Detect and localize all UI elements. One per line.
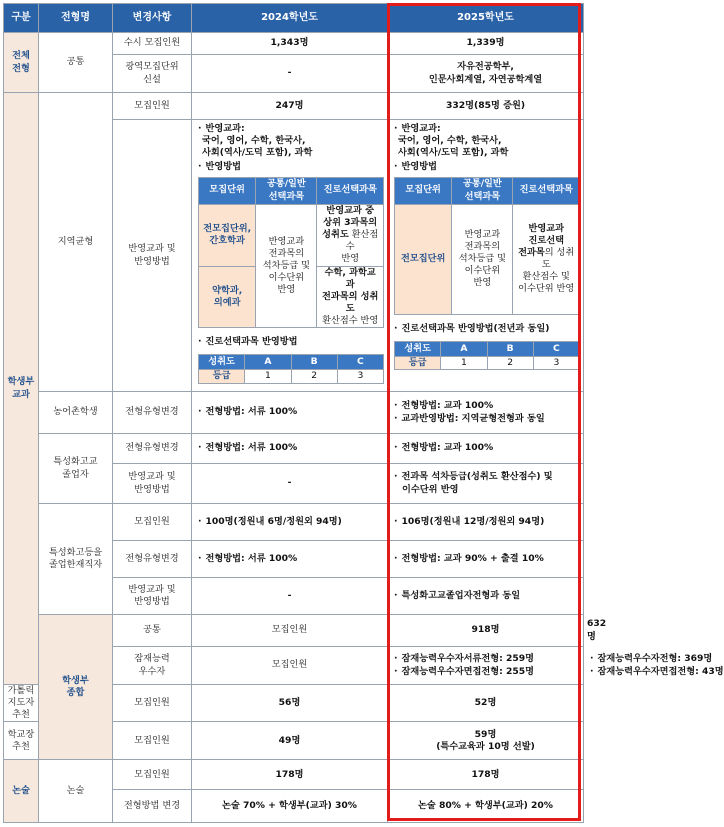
label-wide-unit: 광역모집단위 신설: [113, 55, 192, 93]
type-comp-common: 공통: [113, 615, 192, 647]
grade-a: A: [245, 355, 291, 370]
label-essay-method: 전형방법 변경: [113, 790, 192, 823]
grade-table-2025: [394, 341, 580, 370]
value-2025-special-hs-change: · 전형방법: 교과 100%: [388, 434, 584, 464]
wide-unit-line-2: 인문사회계열, 자연공학계열: [428, 73, 543, 85]
grade-c: C: [337, 355, 383, 370]
category-comprehensive: 학생부 종합: [39, 615, 113, 760]
subject-line1-2024: 국어, 영어, 수학, 한국사,: [202, 135, 306, 147]
value-2024-essay-count: 178명: [192, 760, 388, 790]
potential-2025-line-1: 잠재능력우수자전형: 369명: [597, 653, 713, 665]
value-2025-wide-unit: [388, 55, 584, 93]
career-method-2024-b: 수학, 과학교과 전과목의 성취도 환산점수 반영: [317, 266, 384, 328]
label-special-emp-change: 전형유형변경: [113, 541, 192, 578]
career-method-2025: 반영교과 진로선택 전과목의 성취도 환산점수 및 이수단위 반영: [513, 204, 580, 314]
grade-a: A: [441, 341, 487, 356]
value-2025-special-hs-method: · 전과목 석차등급(성취도 환산점수) 및 이수단위 반영: [388, 464, 584, 504]
wide-unit-line-1: 자유전공학부,: [457, 61, 514, 73]
career-note-2024: 진로선택과목 반영방법: [205, 336, 298, 348]
principal-2025-line-2: (특수교육과 10명 선발): [436, 740, 535, 752]
label-special-emp-method: 반영교과 및 반영방법: [113, 578, 192, 615]
common-method-2025: 반영교과 전과목의 석차등급 및 이수단위 반영: [452, 204, 513, 314]
regional-2024-detail: · 반영교과: 국어, 영어, 수학, 한국사, 사회(역사/도덕 포함), 과학 · 반영방법 모집단위 공통/일반 선택과목 진로선택과목 전모집단위, 간호학과 반영교과 전과목의 석차등급 및 이수단위 반영 반영교과 중 상위 3과목의 성취도 환산점수 반영 약학과, 의예과 수학, 과학교과 전과목의 성취도 환산점수 반영 · 진로선택과목 반영방법 성취도 A B C 등급 1 2 3: [192, 120, 388, 392]
mini-header-career: 진로선택과목: [513, 177, 580, 204]
subject-line1-2025: 국어, 영어, 수학, 한국사,: [398, 135, 502, 147]
method-title-2024: 반영방법: [205, 161, 242, 173]
grade-2: 2: [487, 356, 533, 369]
grade-b: B: [487, 341, 533, 356]
value-2025-essay-count: 178명: [388, 760, 584, 790]
type-special-hs: 특성화고교 졸업자: [39, 434, 113, 504]
header-type: 전형명: [39, 4, 113, 33]
label-special-hs-change: 전형유형변경: [113, 434, 192, 464]
type-common: 공통: [39, 33, 113, 93]
mini-header-common: 공통/일반 선택과목: [452, 177, 513, 204]
label-rural-change: 전형유형변경: [113, 392, 192, 434]
value-2025-principal: [388, 722, 584, 760]
grade-label: 등급: [395, 356, 441, 369]
value-2024-special-hs-method: -: [192, 464, 388, 504]
value-2024-special-emp-change: · 전형방법: 서류 100%: [192, 541, 388, 578]
grade-header: 성취도: [199, 355, 245, 370]
type-regional: 지역균형: [39, 93, 113, 392]
value-2024-essay-method: 논술 70% + 학생부(교과) 30%: [192, 790, 388, 823]
header-change: 변경사항: [113, 4, 192, 33]
type-rural: 농어촌학생: [39, 392, 113, 434]
value-2024-principal: 49명: [192, 722, 388, 760]
header-2025: 2025학년도: [388, 4, 584, 33]
label-regional-method: 반영교과 및 반영방법: [113, 120, 192, 392]
type-special-employed: 특성화고등을 졸업한재직자: [39, 504, 113, 615]
rural-2025-line-2: 교과반영방법: 지역균형전형과 동일: [401, 412, 545, 424]
mini-header-unit: 모집단위: [199, 177, 256, 204]
label-comp-common: 모집인원: [192, 615, 388, 647]
value-2025-regional-count: 332명(85명 증원): [388, 93, 584, 120]
value-2024-wide-unit: -: [192, 55, 388, 93]
grade-3: 3: [533, 356, 579, 369]
unit-pharmacy-medicine: 약학과, 의예과: [199, 266, 256, 328]
grade-table-2024: [198, 354, 384, 383]
common-method-2024: 반영교과 전과목의 석차등급 및 이수단위 반영: [256, 204, 317, 328]
grade-c: C: [533, 341, 579, 356]
type-potential: 잠재능력 우수자: [113, 647, 192, 685]
subject-line2-2025: 사회(역사/도덕 포함), 과학: [398, 147, 509, 159]
category-overall: 전체 전형: [4, 33, 39, 93]
value-2025-rural: · 전형방법: 교과 100% · 교과반영방법: 지역균형전형과 동일: [388, 392, 584, 434]
value-2024-early-count: 1,343명: [192, 33, 388, 55]
label-potential: 모집인원: [192, 647, 388, 685]
subject-title-2024: 반영교과:: [205, 123, 245, 134]
type-catholic-leader: 가톨릭지도자 추천: [4, 685, 39, 722]
special-hs-2025-line-2: 이수단위 반영: [402, 483, 459, 495]
label-special-emp-count: 모집인원: [113, 504, 192, 541]
value-2024-special-emp-count: · 100명(정원내 6명/정원외 94명): [192, 504, 388, 541]
method-table-2025: [394, 177, 580, 315]
grade-2: 2: [291, 370, 337, 383]
method-table-2024: [198, 177, 384, 329]
grade-header: 성취도: [395, 341, 441, 356]
grade-1: 1: [245, 370, 291, 383]
unit-all: 전모집단위: [395, 204, 452, 314]
subject-title-2025: 반영교과:: [401, 123, 441, 134]
mini-header-career: 진로선택과목: [317, 177, 384, 204]
value-2025-special-emp-change: · 전형방법: 교과 90% + 출결 10%: [388, 541, 584, 578]
label-early-count: 수시 모집인원: [113, 33, 192, 55]
potential-2025-line-2: 잠재능력우수자면접전형: 43명: [597, 665, 724, 677]
value-2024-comp-common: 918명: [388, 615, 584, 647]
header-2024: 2024학년도: [192, 4, 388, 33]
regional-2025-detail: · 반영교과: 국어, 영어, 수학, 한국사, 사회(역사/도덕 포함), 과학 · 반영방법 모집단위 공통/일반 선택과목 진로선택과목 전모집단위 반영교과 전과목의 석차등급 및 이수단위 반영 반영교과 진로선택 전과목의 성취도 환산점수 및 이수단위 반영 · 진로선택과목 반영방법(전년과 동일) 성취도 A B C 등급 1 2 3: [388, 120, 584, 392]
unit-all-nursing: 전모집단위, 간호학과: [199, 204, 256, 266]
admission-changes-table: 구분 전형명 변경사항 2024학년도 2025학년도 전체 전형 공통 수시 모집인원 1,343명 1,339명 광역모집단위 신설 - 자유전공학부, 인문사회계열, 자연공학계열 학생부 교과 지역균형 모집인원 247명 332명(85명 증원) 반영교과 및 반영방법 · 반영교과: 국어, 영어, 수학, 한국사, 사회(역사/도덕 포함), 과학 · 반영방법 모집단위 공통/일반 선택과목 진로선택과목 전모집단위, 간호학과 반영교과 전과목의 석차등급 및 이수단위 반영 반영교과 중 상위 3과목의 성취도 환산점수 반영 약학과, 의예과 수학, 과학교과 전과목의 성취도 환산점수 반영 · 진로선택과목 반영방법 성취도 A B C 등급 1 2 3 · 반영교과: 국어, 영어, 수학, 한국사, 사회(역사/도덕 포함), 과학 · 반영방법 모집단위 공통/일반 선택과목 진로선택과목 전모집단위 반영교과 전과목의 석차등급 및 이수단위 반영 반영교과 진로선택 전과목의 성취도 환산점수 및 이수단위 반영 · 진로선택과목 반영방법(전년과 동일) 성취도 A B C 등급 1 2 3 농어촌학생 전형유형변경 · 전형방법: 서류 100% · 전형방법: 교과 100% · 교과반영방법: 지역균형전형과 동일 특성화고교 졸업자 전형유형변경 · 전형방법: 서류 100% · 전형방법: 교과 100% 반영교과 및 반영방법 - · 전과목 석차등급(성취도 환산점수) 및 이수단위 반영 특성화고등을 졸업한재직자 모집인원 · 100명(정원내 6명/정원외 94명) · 106명(정원내 12명/정원외 94명) 전형유형변경 · 전형방법: 서류 100% · 전형방법: 교과 90% + 출결 10% 반영교과 및 반영방법 - · 특성화고교졸업자전형과 동일 학생부 종합 공통 모집인원 918명 632명 잠재능력 우수자 모집인원 · 잠재능력우수자서류전형: 259명 · 잠재능력우수자면접전형: 255명 · 잠재능력우수자전형: 369명 · 잠재능력우수자면접전형: 43명 가톨릭지도자 추천 모집인원 56명 52명 학교장추천 모집인원 49명 59명 (특수교육과 10명 선발) 논술 논술 모집인원 178명 178명 전형방법 변경 논술 70% + 학생부(교과) 30% 논술 80% + 학생부(교과) 20%: [3, 3, 584, 823]
subject-line2-2024: 사회(역사/도덕 포함), 과학: [202, 147, 313, 159]
value-2024-special-emp-method: -: [192, 578, 388, 615]
grade-3: 3: [337, 370, 383, 383]
value-2025-catholic-leader: 52명: [388, 685, 584, 722]
career-note-2025: 진로선택과목 반영방법(전년과 동일): [401, 322, 550, 334]
type-essay: 논술: [39, 760, 113, 823]
label-essay-count: 모집인원: [113, 760, 192, 790]
mini-header-common: 공통/일반 선택과목: [256, 177, 317, 204]
label-principal: 모집인원: [113, 722, 192, 760]
value-2024-regional-count: 247명: [192, 93, 388, 120]
grade-b: B: [291, 355, 337, 370]
rural-2025-line-1: 전형방법: 교과 100%: [401, 400, 494, 412]
value-2025-essay-method: 논술 80% + 학생부(교과) 20%: [388, 790, 584, 823]
header-row: [4, 4, 584, 33]
type-principal: 학교장추천: [4, 722, 39, 760]
grade-label: 등급: [199, 370, 245, 383]
special-hs-2025-line-1: 전과목 석차등급(성취도 환산점수) 및: [401, 471, 553, 483]
label-catholic-leader: 모집인원: [113, 685, 192, 722]
principal-2025-line-1: 59명: [474, 728, 497, 740]
value-2024-potential: · 잠재능력우수자서류전형: 259명 · 잠재능력우수자면접전형: 255명: [388, 647, 584, 685]
category-essay: 논술: [4, 760, 39, 823]
label-regional-count: 모집인원: [113, 93, 192, 120]
header-category: 구분: [4, 4, 39, 33]
value-2025-special-emp-method: · 특성화고교졸업자전형과 동일: [388, 578, 584, 615]
value-2025-special-emp-count: · 106명(정원내 12명/정원외 94명): [388, 504, 584, 541]
career-method-2024-a: 반영교과 중 상위 3과목의 성취도 환산점수 반영: [317, 204, 384, 266]
value-2024-special-hs-change: · 전형방법: 서류 100%: [192, 434, 388, 464]
category-student-record: 학생부 교과: [4, 93, 39, 685]
potential-2024-line-1: 잠재능력우수자서류전형: 259명: [401, 653, 535, 665]
grade-1: 1: [441, 356, 487, 369]
label-special-hs-method: 반영교과 및 반영방법: [113, 464, 192, 504]
potential-2024-line-2: 잠재능력우수자면접전형: 255명: [401, 665, 535, 677]
method-title-2025: 반영방법: [401, 161, 438, 173]
value-2024-catholic-leader: 56명: [192, 685, 388, 722]
mini-header-unit: 모집단위: [395, 177, 452, 204]
value-2025-early-count: 1,339명: [388, 33, 584, 55]
value-2024-rural: · 전형방법: 서류 100%: [192, 392, 388, 434]
